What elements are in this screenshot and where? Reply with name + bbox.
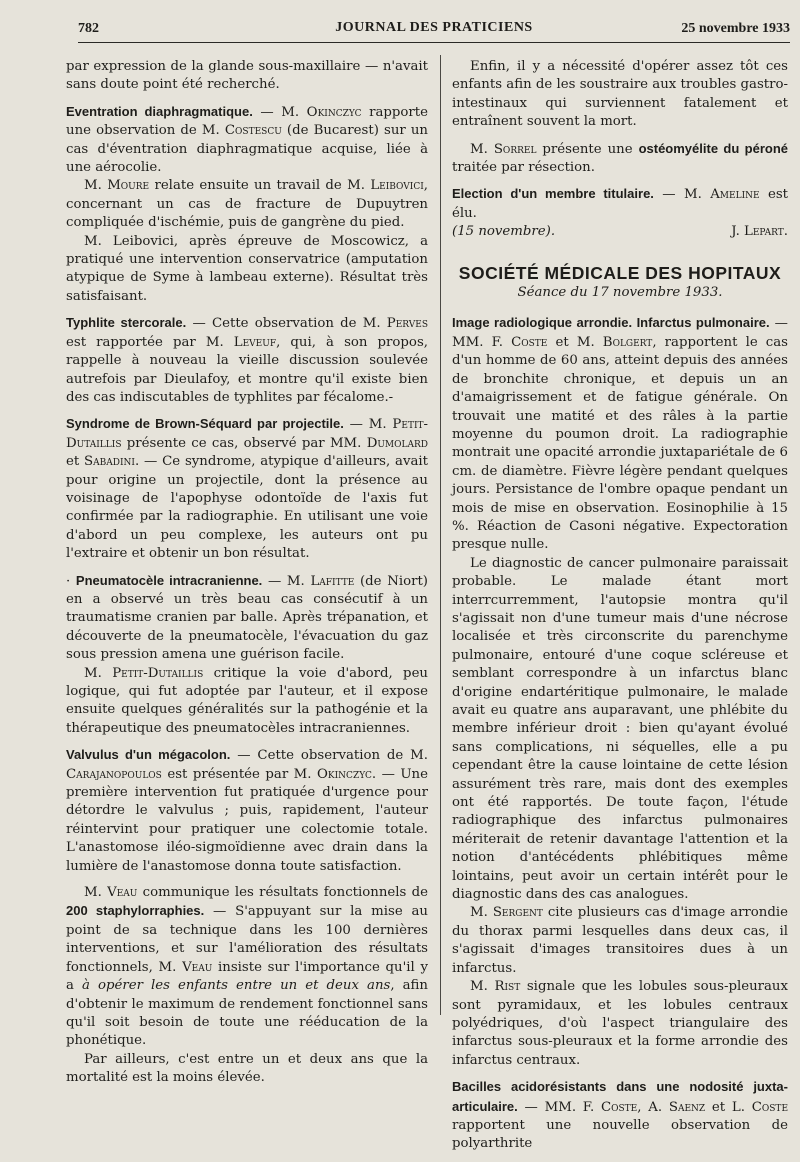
column-divider [440, 55, 441, 1015]
emphasis-bold: ostéomyélite du péroné [638, 140, 789, 156]
author-name: Petit-Dutaillis [112, 665, 204, 681]
section-title: Eventration diaphragmatique. [66, 103, 253, 119]
page-number: 782 [78, 21, 99, 36]
paragraph-typhlite: Typhlite stercorale. — Cette observation de M. Perves est rapportée par M. Leveuf, qui, à son propos, rappelle à nouveau la vieille discussion soulevée autrefois par Dieulafoy, et montre qu'il existe bien des cas indiscutables de typhlites par fécalome.- [66, 315, 428, 405]
paragraph-rist: M. Rist signale que les lobules sous-pleuraux sont pyramidaux, et les lobules centraux polyédriques, d'où l'aspect triangulaire des infarctus sous-pleuraux et la forme arrondie des infarctus centraux. [452, 979, 788, 1068]
section-title: Bacilles acidorésistants dans une nodosité juxta-articulaire. [452, 1079, 788, 1114]
paragraph-bacilles: Bacilles acidorésistants dans une nodosité juxta-articulaire. — MM. F. Coste, A. Saenz et L. Coste rapportent une nouvelle observation de polyarthrite [452, 1079, 789, 1152]
paragraph-eventration: Eventration diaphragmatique. — M. Okinczyc rapporte une observation de M. Costescu (de Bucarest) sur un cas d'éventration diaphragmatique acquise, liée à une aérocolie. [66, 103, 428, 176]
paragraph-moure: M. Moure relate ensuite un travail de M. Leibovici, concernant un cas de fracture de Dupuytren compliquée d'ischémie, puis de gangrène du pied. [66, 178, 428, 231]
emphasis-italic: à opérer les enfants entre un et deux ans [81, 978, 391, 994]
author-name: Petit-Dutaillis [66, 417, 428, 451]
paragraph-election: Election d'un membre titulaire. — M. Ameline est élu. [452, 186, 788, 221]
author-name: Saenz [668, 1099, 706, 1115]
signature-date: (15 novembre). [452, 224, 556, 240]
paragraph-diagnostic: Le diagnostic de cancer pulmonaire paraissait probable. Le malade étant mort interrcurremment, l'autopsie montra qu'il s'agissait non d'une tumeur mais d'une nécrose localisée et très circonscrite du parenchyme pulmonaire, entouré d'une coque scléreuse et semblant correspondre à un infarctus blanc d'origine endartéritique pulmonaire, le malade avait eu quatre ans auparavant, une phlébite du membre inférieur droit : bien qu'ayant évolué sans complications, ni séquelles, elle a pu cependant être la cause lointaine de cette lésion assurément très rare, mais dont des exemples ont été rapportés. De toute façon, l'étude radiographique des infarctus pulmonaires mériterait de retenir davantage l'attention et la notion d'antécédents phlébitiques même lointains, peut avoir un certain intérêt pour le diagnostic dans des cas analogues. [452, 555, 788, 903]
paragraph-pneumatocele: · Pneumatocèle intracranienne. — M. Lafitte (de Niort) en a observé un très beau cas consécutif à un traumatisme cranien par balle. Après trépanation, et découverte de la pneumatocèle, l'évacuation du gaz sous pression amena une guérison facile. [66, 572, 428, 663]
author-name: Coste [600, 1099, 638, 1115]
author-name: Okinczyc [306, 104, 362, 120]
seance-date: Séance du 17 novembre 1933. [517, 285, 723, 301]
signature-line [452, 223, 788, 241]
author-name: Leveuf [233, 334, 277, 350]
paragraph-petit-dutaillis: M. Petit-Dutaillis critique la voie d'abord, peu logique, qui fut adoptée par l'auteur, et il expose ensuite quelques généralités sur la pathogénie et la thérapeutique des pneumatocèles intracraniennes. [66, 665, 428, 736]
author-name: Veau [107, 885, 138, 901]
right-column [452, 58, 788, 1162]
left-column [66, 58, 428, 1096]
issue-date: 25 novembre 1933 [681, 21, 790, 36]
author-name: Rist [494, 979, 521, 995]
author-name: Dumolard [366, 435, 428, 451]
author-name: Ameline [710, 187, 760, 203]
author-name: Sorrel [493, 141, 537, 157]
paragraph-veau: M. Veau communique les résultats fonctionnels de 200 staphylorraphies. — S'appuyant sur la mise au point de sa technique dans les 100 dernières interventions, et sur l'amélioration des résultats fonctionnels, M. Veau insiste sur l'importance qu'il y a à opérer les enfants entre un et deux ans, afin d'obtenir le maximum de rendement fonctionnel sans qu'il soit besoin de toute une rééducation de la phonétique. [66, 885, 428, 1049]
author-name: Moure [107, 178, 150, 194]
author-name: Leibovici [370, 178, 424, 194]
author-name: Lafitte [310, 573, 355, 589]
paragraph-image-radiologique: Image radiologique arrondie. Infarctus pulmonaire. — MM. F. Coste et M. Bolgert, rapportent le cas d'un homme de 60 ans, atteint depuis des années de bronchite chronique, et depuis un an d'amaigrissement et de fatigue générale. On trouvait une matité et des râles à la partie moyenne du poumon droit. La radiographie montrait une opacité arrondie juxtapariétale de 6 cm. de diamètre. Fièvre légère pendant quelques jours. Persistance de l'ombre opaque pendant un mois de mise en observation. Eosinophilie à 15 %. Réaction de Casoni négative. Expectoration presque nulle. [452, 315, 789, 553]
society-heading: SOCIÉTÉ MÉDICALE DES HOPITAUX [458, 262, 782, 283]
section-title: Valvulus d'un mégacolon. [66, 747, 231, 763]
paragraph-sergent: M. Sergent cite plusieurs cas d'image arrondie du thorax parmi lesquelles dans deux cas, il s'agissait d'images transitoires dues à un infarctus. [452, 905, 788, 976]
running-header [78, 18, 790, 43]
author-name: Bolgert [602, 334, 653, 350]
paragraph-brown-sequard: Syndrome de Brown-Séquard par projectile. — M. Petit-Dutaillis présente ce cas, observé par MM. Dumolard et Sabadini. — Ce syndrome, atypique d'ailleurs, avait pour origine un projectile, dont la présence au voisinage de l'apophyse odontoïde de l'axis fut confirmée par la radiographie. En utilisant une voie d'abord un peu complexe, les auteurs ont pu l'extraire et obtenir un bon résultat. [66, 416, 428, 562]
author-name: Veau [182, 959, 213, 975]
section-title: Election d'un membre titulaire. [452, 186, 654, 202]
author-name: Coste [511, 334, 548, 350]
section-title: Image radiologique arrondie. Infarctus pulmonaire. [452, 315, 770, 331]
paragraph-leibovici: M. Leibovici, après épreuve de Moscowicz, a pratiqué une intervention conservatrice (amputation atypique de Syme à lambeau externe). Résultat très satisfaisant. [66, 233, 428, 304]
author-name: Okinczyc [317, 766, 372, 782]
author-name: Coste [751, 1099, 789, 1115]
paragraph-mortalite: Par ailleurs, c'est entre un et deux ans que la mortalité est la moins élevée. [66, 1051, 428, 1086]
paragraph-valvulus: Valvulus d'un mégacolon. — Cette observation de M. Carajanopoulos est présentée par M. Okinczyc. — Une première intervention fut pratiquée d'urgence pour détordre le valvulus ; puis, rapidement, l'auteur réintervint pour pratiquer une colectomie totale. L'anastomose iléo-sigmoïdienne avec drain dans la lumière de l'anastomose donna toute satisfaction. [66, 747, 428, 874]
signature-author: J. Lepart. [731, 224, 788, 240]
section-title: Syndrome de Brown-Séquard par projectile. [66, 416, 344, 432]
paragraph-continuation: par expression de la glande sous-maxillaire — n'avait sans doute point été recherché. [66, 59, 428, 93]
paragraph-enfin: Enfin, il y a nécessité d'opérer assez tôt ces enfants afin de les soustraire aux troubles gastro-intestinaux qui surviennent fatalement et entraînent souvent la mort. [452, 59, 788, 130]
author-name: Sabadini [84, 454, 135, 470]
section-title: Typhlite stercorale. [66, 315, 187, 331]
author-name: Carajanopoulos [66, 766, 162, 782]
author-name: Sergent [492, 905, 543, 921]
section-title: Pneumatocèle intracranienne. [75, 572, 263, 588]
author-name: Costescu [224, 123, 282, 139]
journal-title: JOURNAL DES PRATICIENS [335, 20, 533, 35]
emphasis-bold: 200 staphylorraphies. [66, 903, 205, 919]
author-name: Perves [386, 316, 428, 332]
paragraph-sorrel: M. Sorrel présente une ostéomyélite du péroné traitée par résection. [452, 140, 789, 176]
